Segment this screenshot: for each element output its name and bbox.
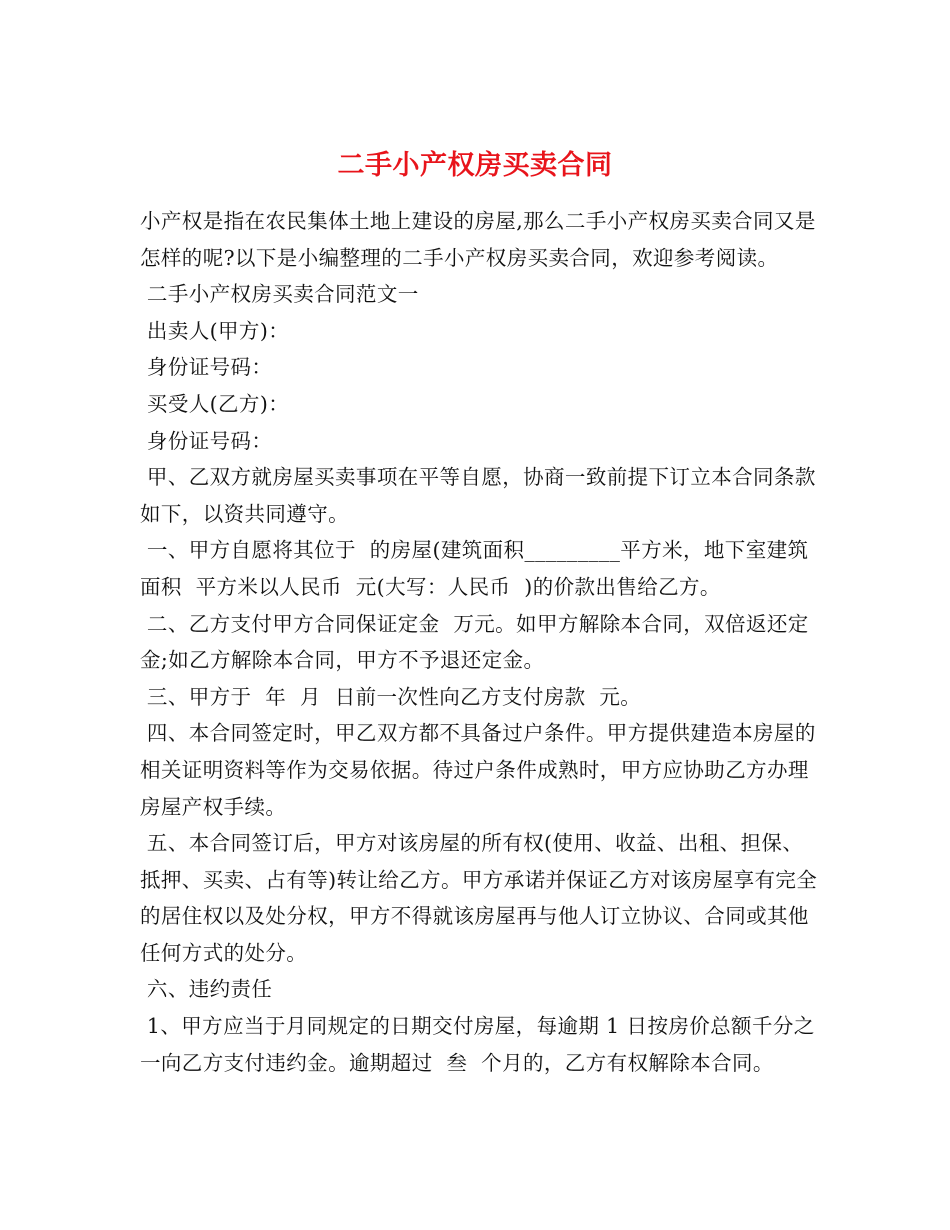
paragraph-buyer-id: 身份证号码： — [140, 428, 273, 453]
paragraph-seller-id: 身份证号码： — [140, 355, 273, 380]
paragraph-buyer: 买受人(乙方)： — [140, 391, 290, 416]
clause-2: 二、乙方支付甲方合同保证定金 万元。如甲方解除本合同，双倍返还定金;如乙方解除本合同，甲方不予退还定金。 — [140, 611, 809, 673]
document-title: 二手小产权房买卖合同 — [337, 150, 613, 182]
clause-6-item-1: 1、甲方应当于月同规定的日期交付房屋，每逾期 1 日按房价总额千分之一向乙方支付违约金。逾期超过 叁 个月的，乙方有权解除本合同。 — [140, 1014, 815, 1075]
document-body — [140, 203, 820, 1081]
paragraph-seller: 出卖人(甲方)： — [140, 318, 290, 343]
paragraph-sample-heading: 二手小产权房买卖合同范文一 — [140, 282, 419, 307]
clause-4: 四、本合同签定时，甲乙双方都不具备过户条件。甲方提供建造本房屋的相关证明资料等作为交易依据。待过户条件成熟时，甲方应协助乙方办理房屋产权手续。 — [140, 721, 816, 819]
clause-1: 一、甲方自愿将其位于 的房屋(建筑面积_________平方米，地下室建筑面积 平方米以人民币 元(大写：人民币 )的价款出售给乙方。 — [140, 538, 809, 599]
paragraph-preamble: 甲、乙双方就房屋买卖事项在平等自愿，协商一致前提下订立本合同条款如下，以资共同遵守。 — [140, 465, 816, 526]
clause-3: 三、甲方于 年 月 日前一次性向乙方支付房款 元。 — [140, 684, 642, 709]
clause-6-heading: 六、违约责任 — [140, 977, 273, 1002]
paragraph-intro: 小产权是指在农民集体土地上建设的房屋,那么二手小产权房买卖合同又是怎样的呢?以下是小编整理的二手小产权房买卖合同，欢迎参考阅读。 — [140, 209, 816, 270]
clause-5: 五、本合同签订后，甲方对该房屋的所有权(使用、收益、出租、担保、抵押、买卖、占有等)转让给乙方。甲方承诺并保证乙方对该房屋享有完全的居住权以及处分权，甲方不得就该房屋再与他人订立协议、合同或其他任何方式的处分。 — [140, 831, 818, 965]
